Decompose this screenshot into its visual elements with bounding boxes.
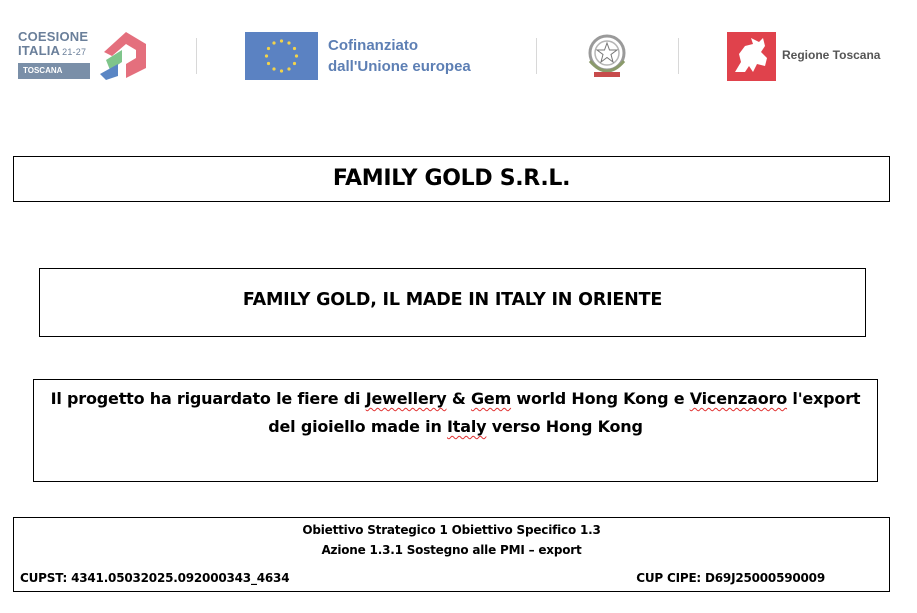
desc-word-gem: Gem [470,389,512,408]
desc-part5: verso Hong Kong [486,417,643,436]
coesione-years: 21-27 [62,47,87,57]
eu-line2: dall'Unione europea [328,58,471,75]
coesione-line2: ITALIA [18,43,61,58]
project-description-box [33,379,878,482]
coesione-arrow-icon [96,30,146,80]
coesione-italia-logo [18,28,158,84]
logo-strip [0,0,917,120]
eu-line1: Cofinanziato [328,37,418,54]
project-description [38,385,873,441]
desc-word-jewellery: Jewellery [365,389,447,408]
desc-part2: & [446,389,471,408]
logo-separator [536,38,537,74]
company-box [13,156,890,202]
logo-separator [678,38,679,74]
project-title-box [39,268,866,337]
eu-flag-icon [245,32,318,80]
regione-toscana-label: Regione Toscana [782,48,881,62]
eu-stars-icon [245,32,318,80]
action-line: Azione 1.3.1 Sostegno alle PMI – export [321,543,582,557]
cup-cipe-code: CUP CIPE: D69J25000590009 [636,571,825,585]
desc-part1: Il progetto ha riguardato le fiere di [50,389,366,408]
project-title: FAMILY GOLD, IL MADE IN ITALY IN ORIENTE [242,290,663,310]
desc-word-italy: Italy [447,417,487,436]
eu-cofinanced-text [328,35,471,77]
coesione-region-tag: TOSCANA [18,63,90,79]
logo-separator [196,38,197,74]
desc-part4: l'export del gioiello made in [268,389,861,436]
pegasus-icon [727,32,776,81]
italian-republic-emblem-icon [584,31,630,81]
company-name: FAMILY GOLD S.R.L. [332,166,571,191]
coesione-line1: COESIONE [18,29,89,44]
funding-footer-box [13,517,890,592]
strategic-objective: Obiettivo Strategico 1 Obiettivo Specifico 1.3 [302,523,601,537]
cupst-code: CUPST: 4341.05032025.092000343_4634 [20,571,290,585]
desc-word-vicenzaoro: Vicenzaoro [689,389,788,408]
desc-part3: world Hong Kong e [511,389,690,408]
regione-toscana-flag-icon [727,32,776,81]
